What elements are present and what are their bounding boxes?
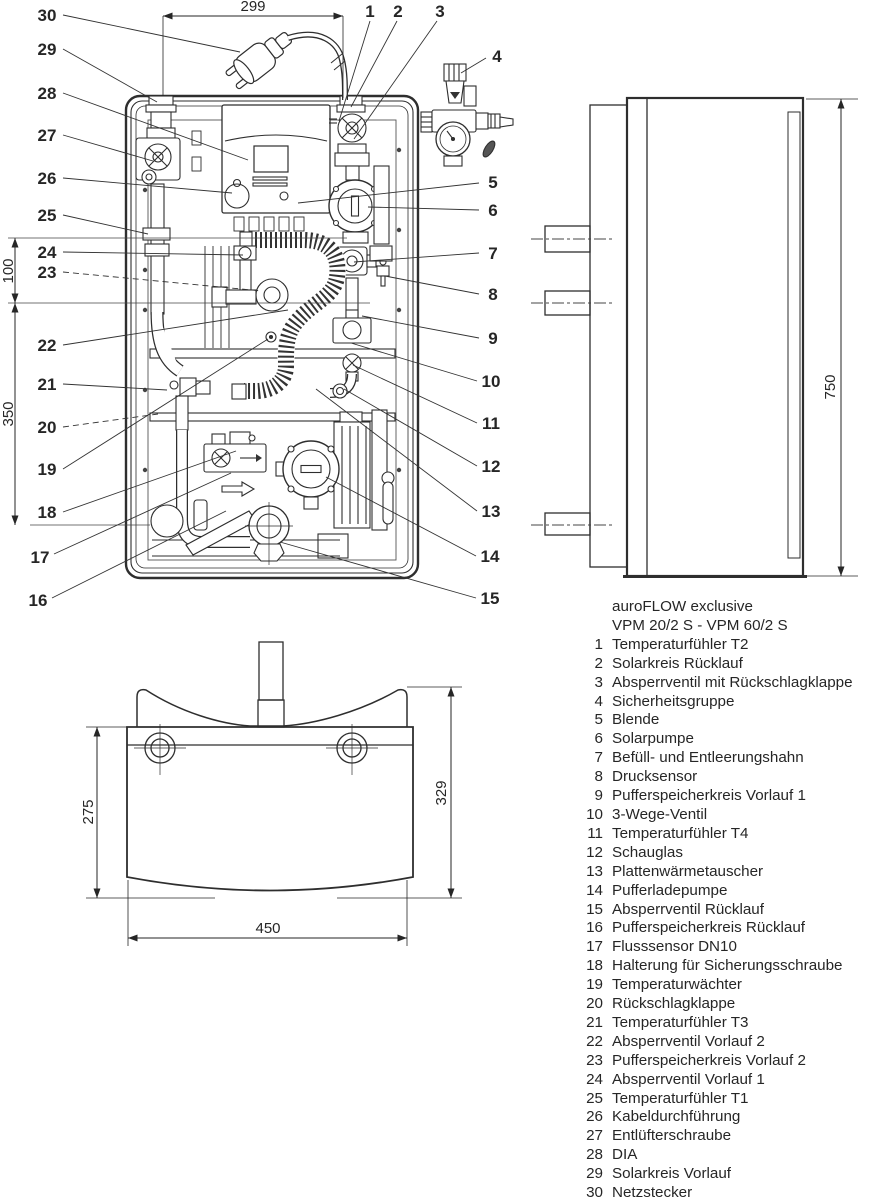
callout-3: 3 bbox=[435, 2, 445, 21]
legend-item-15: 15 Absperrventil Rücklauf bbox=[586, 900, 764, 918]
callout-26: 26 bbox=[37, 169, 57, 188]
callout-28: 28 bbox=[37, 84, 57, 103]
parts-legend bbox=[576, 598, 876, 1200]
callout-23: 23 bbox=[37, 263, 57, 282]
mount-bolt-left bbox=[134, 724, 186, 775]
dim-299-label: 299 bbox=[240, 0, 266, 15]
dimension-750 bbox=[806, 99, 858, 576]
legend-item-4: 4 Sicherheitsgruppe bbox=[594, 692, 735, 710]
legend-item-18: 18 Halterung für Sicherungsschraube bbox=[586, 957, 843, 975]
dim-329-label: 329 bbox=[433, 780, 450, 806]
dim-450-label: 450 bbox=[255, 920, 281, 937]
solar-pump bbox=[329, 180, 381, 243]
mount-bolt-right bbox=[326, 724, 378, 775]
legend-item-29: 29 Solarkreis Vorlauf bbox=[586, 1165, 732, 1183]
three-way-valve bbox=[333, 310, 371, 343]
legend-item-1: 1 Temperaturfühler T2 bbox=[594, 635, 749, 653]
callout-10: 10 bbox=[481, 372, 501, 391]
callout-25: 25 bbox=[37, 206, 57, 225]
legend-item-12: 12 Schauglas bbox=[586, 843, 683, 861]
sight-glass bbox=[330, 374, 352, 398]
callout-29: 29 bbox=[37, 40, 57, 59]
pipe-stub-bottom bbox=[545, 513, 590, 535]
callout-13: 13 bbox=[481, 502, 501, 521]
callout-6: 6 bbox=[488, 201, 498, 220]
callout-27: 27 bbox=[37, 126, 57, 145]
legend-item-24: 24 Absperrventil Vorlauf 1 bbox=[586, 1070, 765, 1088]
solar-return-valve bbox=[329, 96, 369, 180]
callout-1: 1 bbox=[365, 2, 375, 21]
dim-350-label: 350 bbox=[0, 401, 17, 427]
legend-item-11: 11 Temperaturfühler T4 bbox=[587, 824, 749, 842]
callout-18: 18 bbox=[37, 503, 57, 522]
legend-item-28: 28 DIA bbox=[586, 1146, 638, 1164]
callout-20: 20 bbox=[37, 418, 57, 437]
legend-item-30: 30 Netzstecker bbox=[586, 1184, 693, 1200]
legend-item-13: 13 Plattenwärmetauscher bbox=[586, 862, 764, 880]
legend-item-20: 20 Rückschlagklappe bbox=[586, 995, 736, 1013]
callout-15: 15 bbox=[480, 589, 500, 608]
legend-item-3: 3 Absperrventil mit Rückschlagklappe bbox=[594, 673, 853, 691]
callout-19: 19 bbox=[37, 460, 57, 479]
side-main-body bbox=[627, 98, 803, 576]
pressure-sensor bbox=[377, 259, 389, 286]
front-view bbox=[126, 96, 418, 578]
dimension-329 bbox=[337, 687, 462, 898]
legend-item-21: 21 Temperaturfühler T3 bbox=[586, 1013, 749, 1031]
legend-item-23: 23 Pufferspeicherkreis Vorlauf 2 bbox=[586, 1051, 806, 1069]
legend-item-9: 9 Pufferspeicherkreis Vorlauf 1 bbox=[594, 787, 806, 805]
buffer-charging-pump bbox=[276, 441, 339, 509]
dimension-275 bbox=[80, 727, 215, 898]
dimension-350 bbox=[0, 303, 17, 525]
legend-item-6: 6 Solarpumpe bbox=[594, 730, 694, 748]
callout-8: 8 bbox=[488, 285, 498, 304]
center-connectors bbox=[212, 246, 288, 342]
callout-22: 22 bbox=[37, 336, 57, 355]
legend-item-17: 17 Flusssensor DN10 bbox=[586, 938, 737, 956]
legend-title-line1: auroFLOW exclusive bbox=[612, 598, 753, 615]
dimension-100 bbox=[0, 238, 17, 303]
callout-14: 14 bbox=[480, 547, 500, 566]
legend-item-14: 14 Pufferladepumpe bbox=[586, 881, 728, 899]
legend-item-19: 19 Temperaturwächter bbox=[586, 976, 742, 994]
callout-16: 16 bbox=[28, 591, 48, 610]
callout-11: 11 bbox=[482, 414, 500, 433]
callout-17: 17 bbox=[30, 548, 50, 567]
power-cable bbox=[288, 35, 345, 100]
dim-275-label: 275 bbox=[80, 799, 97, 825]
legend-item-25: 25 Temperaturfühler T1 bbox=[586, 1089, 749, 1107]
callout-7: 7 bbox=[488, 244, 498, 263]
flow-sensor bbox=[204, 432, 266, 472]
bottom-pipe-stub bbox=[259, 642, 283, 700]
legend-item-5: 5 Blende bbox=[594, 711, 660, 729]
legend-item-8: 8 Drucksensor bbox=[594, 768, 698, 786]
control-unit bbox=[192, 105, 330, 213]
legend-item-22: 22 Absperrventil Vorlauf 2 bbox=[586, 1032, 765, 1050]
flow-arrow bbox=[222, 482, 254, 496]
legend-item-10: 10 3-Wege-Ventil bbox=[586, 805, 708, 823]
legend-item-16: 16 Pufferspeicherkreis Rücklauf bbox=[586, 919, 806, 937]
side-front-groove bbox=[788, 112, 800, 558]
legend-item-7: 7 Befüll- und Entleerungshahn bbox=[594, 749, 804, 767]
dim-750-label: 750 bbox=[822, 374, 839, 400]
callout-5: 5 bbox=[488, 173, 498, 192]
bottom-view bbox=[127, 642, 413, 891]
bottom-body bbox=[127, 727, 413, 891]
side-back-panel bbox=[590, 105, 627, 567]
solar-flow-valve bbox=[136, 96, 210, 430]
callout-9: 9 bbox=[488, 329, 498, 348]
right-bracket bbox=[370, 166, 394, 530]
saddle-profile bbox=[137, 690, 407, 727]
callout-4: 4 bbox=[492, 47, 502, 66]
safety-group bbox=[421, 64, 513, 166]
legend-item-26: 26 Kabeldurchführung bbox=[586, 1108, 741, 1126]
side-view bbox=[531, 98, 807, 577]
dim-100-label: 100 bbox=[0, 258, 17, 284]
legend-item-2: 2 Solarkreis Rücklauf bbox=[594, 654, 743, 672]
callout-12: 12 bbox=[481, 457, 501, 476]
callout-24: 24 bbox=[37, 243, 57, 262]
power-plug bbox=[223, 25, 345, 100]
callout-30: 30 bbox=[37, 6, 57, 25]
callout-21: 21 bbox=[37, 375, 57, 394]
callout-2: 2 bbox=[393, 2, 403, 21]
legend-title-line2: VPM 20/2 S - VPM 60/2 S bbox=[612, 616, 788, 634]
legend-item-27: 27 Entlüfterschraube bbox=[586, 1127, 732, 1145]
